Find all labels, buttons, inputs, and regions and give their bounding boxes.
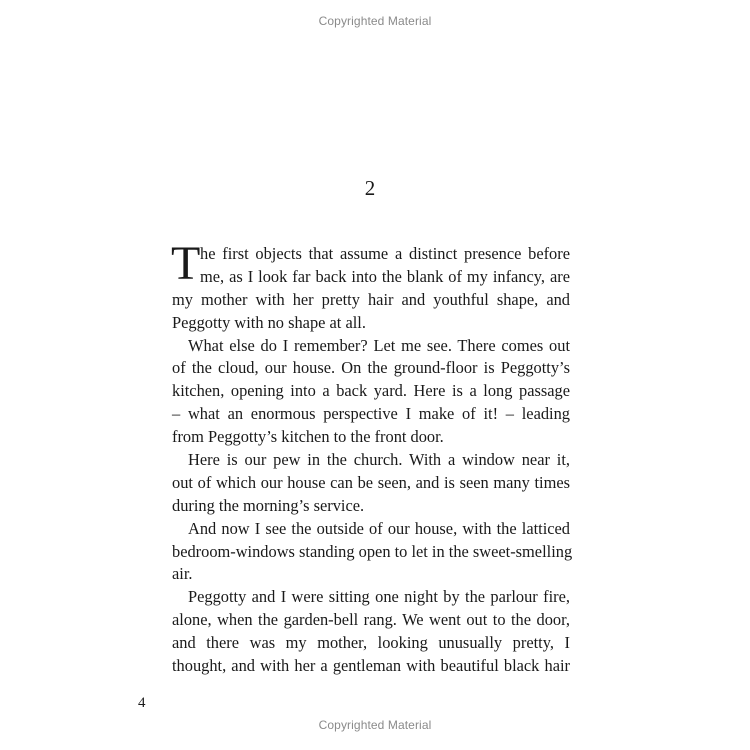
text-line: – what an enormous perspective I make of it! – leading xyxy=(172,404,570,424)
text-line: bedroom-windows standing open to let in the sweet-smelling xyxy=(172,541,573,561)
text-line: out of which our house can be seen, and is seen many times xyxy=(172,472,570,492)
page-number: 4 xyxy=(138,695,146,711)
drop-cap: T xyxy=(171,237,201,290)
text-line: Peggotty and I were sitting one night by the parlour fire, xyxy=(188,587,570,607)
text-line: And now I see the outside of our house, with the latticed xyxy=(188,518,570,538)
text-line: What else do I remember? Let me see. There comes out xyxy=(188,335,570,355)
text-line: air. xyxy=(172,564,193,584)
copyright-watermark-top: Copyrighted Material xyxy=(318,14,432,28)
text-line: he first objects that assume a distinct presence before xyxy=(200,244,570,263)
text-line: me, as I look far back into the blank of my infancy, are xyxy=(200,266,570,286)
text-line: thought, and with her a gentleman with beautiful black hair xyxy=(172,656,570,676)
text-line: my mother with her pretty hair and youthful shape, and xyxy=(172,289,570,309)
text-line: Here is our pew in the church. With a window near it, xyxy=(188,450,570,470)
text-line: during the morning’s service. xyxy=(172,495,365,515)
text-line: Peggotty with no shape at all. xyxy=(172,312,366,332)
body-text xyxy=(171,237,573,678)
text-line: from Peggotty’s kitchen to the front door. xyxy=(172,427,444,447)
text-line: alone, when the garden-bell rang. We went out to the door, xyxy=(172,610,570,630)
chapter-number: 2 xyxy=(364,176,376,200)
text-line: kitchen, opening into a back yard. Here is a long passage xyxy=(172,381,570,401)
text-line: of the cloud, our house. On the ground-floor is Peggotty’s xyxy=(172,358,570,378)
text-line: and there was my mother, looking unusually pretty, I xyxy=(172,633,570,653)
copyright-watermark-bottom: Copyrighted Material xyxy=(318,718,432,732)
